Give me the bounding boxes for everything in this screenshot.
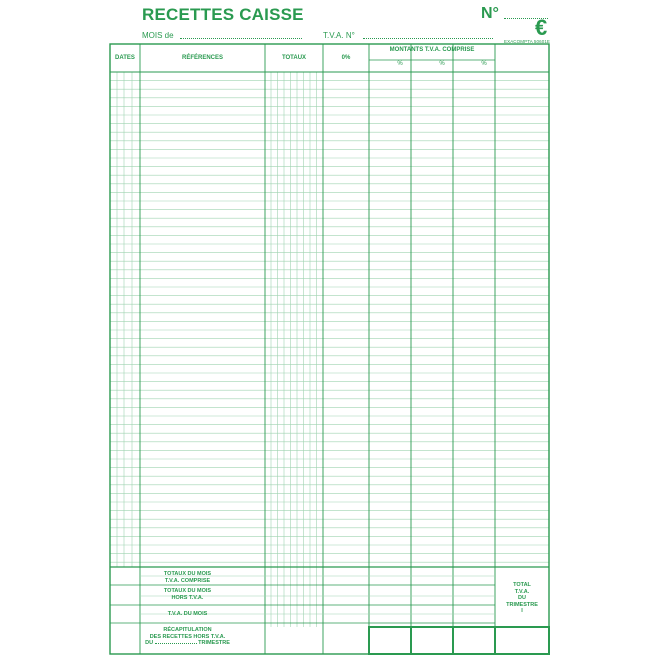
header-references: RÉFÉRENCES — [181, 55, 223, 61]
pct-col-2: % — [439, 61, 445, 67]
footer-recap-line1: RÉCAPITULATION — [163, 627, 212, 633]
footer-recap-line2: DES RECETTES HORS T.V.A. — [149, 633, 226, 640]
pct-col-1: % — [397, 61, 403, 67]
recap-period-line[interactable] — [155, 643, 197, 644]
tva-number-label: T.V.A. N° — [323, 31, 355, 40]
footer-totaux-ttc-line1: TOTAUX DU MOIS — [163, 571, 212, 577]
footer-totaux-ttc-line2: T.V.A. COMPRISE — [164, 577, 211, 584]
reference-code: EXACOMPTA 50601E — [504, 39, 551, 44]
total-tva-line3: DU — [518, 595, 526, 601]
pct-col-3: % — [481, 61, 487, 67]
total-tva-line5: I — [521, 608, 523, 614]
page-title: RECETTES CAISSE — [142, 5, 304, 24]
footer-tva-mois: T.V.A. DU MOIS — [167, 611, 208, 617]
recap-box[interactable] — [411, 627, 453, 654]
header-zero-pct: 0% — [341, 55, 351, 61]
footer-totaux-ht-line2: HORS T.V.A. — [171, 594, 204, 601]
header-totaux: TOTAUX — [281, 55, 307, 61]
recap-box[interactable] — [369, 627, 411, 654]
header-dates: DATES — [115, 55, 135, 61]
total-tva-line2: T.V.A. — [514, 588, 530, 595]
footer-recap-trimestre: TRIMESTRE — [198, 640, 230, 646]
total-tva-line1: TOTAL — [513, 582, 531, 588]
footer-total-tva — [495, 582, 549, 615]
footer-recap-line3 — [110, 640, 265, 647]
header-montants: MONTANTS T.V.A. COMPRISE — [389, 47, 475, 53]
recap-box[interactable] — [495, 627, 549, 654]
footer-totaux-ht — [110, 588, 265, 601]
euro-icon: € — [535, 15, 548, 40]
footer-totaux-ttc — [110, 571, 265, 584]
recap-box[interactable] — [453, 627, 495, 654]
total-tva-line4: TRIMESTRE — [506, 601, 538, 608]
footer-recap-du: DU — [145, 640, 154, 646]
footer-totaux-ht-line1: TOTAUX DU MOIS — [163, 588, 212, 594]
footer-recap — [110, 627, 265, 647]
number-label: N° — [481, 5, 499, 22]
mois-label: MOIS de — [142, 31, 174, 40]
